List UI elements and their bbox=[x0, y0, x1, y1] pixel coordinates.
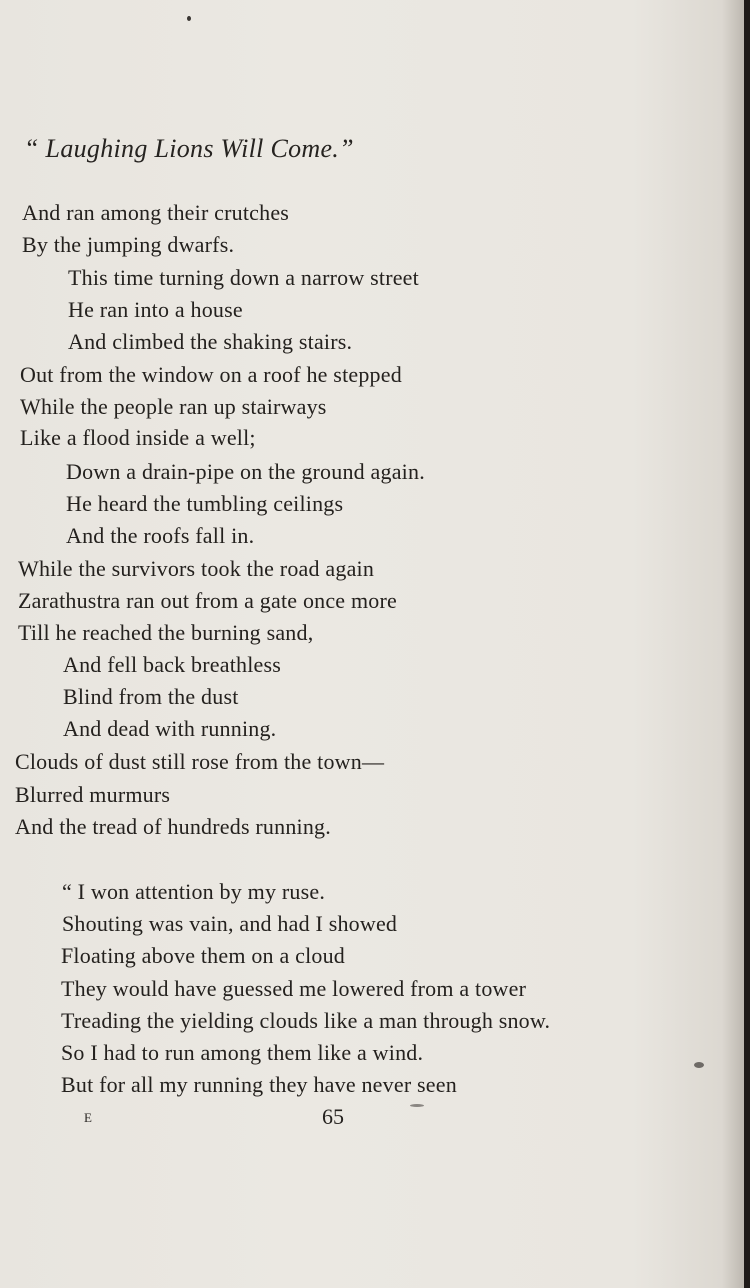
poem-line: And ran among their crutches bbox=[22, 200, 290, 225]
poem-line: Clouds of dust still rose from the town— bbox=[15, 749, 385, 774]
poem-line: Down a drain-pipe on the ground again. bbox=[66, 459, 425, 484]
poem-line: So I had to run among them like a wind. bbox=[61, 1040, 424, 1065]
poem-line: Out from the window on a roof he stepped bbox=[20, 362, 402, 387]
ink-speck bbox=[694, 1062, 704, 1068]
poem-line: Blurred murmurs bbox=[15, 782, 171, 807]
poem-line: Zarathustra ran out from a gate once more bbox=[18, 588, 397, 613]
poem-line: He heard the tumbling ceilings bbox=[66, 491, 344, 516]
poem-line: While the survivors took the road again bbox=[18, 556, 375, 581]
poem-line: And the tread of hundreds running. bbox=[15, 814, 331, 839]
book-edge bbox=[744, 0, 750, 1288]
poem-line: He ran into a house bbox=[68, 297, 243, 322]
poem-line: This time turning down a narrow street bbox=[68, 265, 419, 290]
poem-line: But for all my running they have never seen bbox=[61, 1072, 457, 1097]
poem-line: By the jumping dwarfs. bbox=[22, 232, 235, 257]
page-number: 65 bbox=[322, 1104, 344, 1129]
poem-line: And fell back breathless bbox=[63, 652, 282, 677]
poem-line: Like a flood inside a well; bbox=[20, 425, 256, 450]
poem-line: And dead with running. bbox=[63, 716, 277, 741]
signature-mark: E bbox=[84, 1110, 93, 1125]
poem-line: And climbed the shaking stairs. bbox=[68, 329, 353, 354]
poem-line: “ I won attention by my ruse. bbox=[62, 879, 326, 904]
poem-line: Shouting was vain, and had I showed bbox=[62, 911, 398, 936]
poem-line: They would have guessed me lowered from a tower bbox=[61, 976, 527, 1001]
poem-line: Floating above them on a cloud bbox=[61, 943, 345, 968]
poem-line: Till he reached the burning sand, bbox=[18, 620, 314, 645]
poem-line: Treading the yielding clouds like a man through snow. bbox=[61, 1008, 551, 1033]
running-title: “ Laughing Lions Will Come.” bbox=[24, 134, 354, 163]
poem-line: While the people ran up stairways bbox=[20, 394, 327, 419]
poem-line: Blind from the dust bbox=[63, 684, 239, 709]
ink-speck bbox=[187, 16, 191, 21]
ink-speck bbox=[410, 1104, 424, 1107]
poem-line: And the roofs fall in. bbox=[66, 523, 255, 548]
